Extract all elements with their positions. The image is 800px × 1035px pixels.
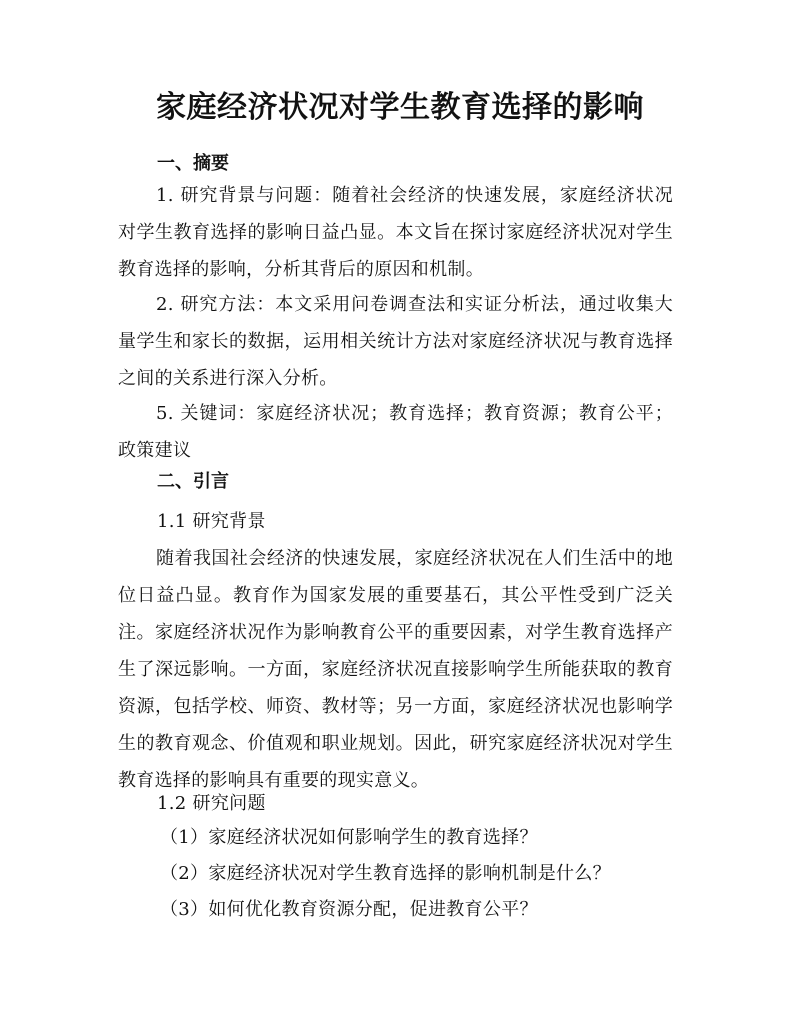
subsection-heading-background: 1.1 研究背景 [157,511,266,532]
section-heading-abstract: 一、摘要 [157,153,229,174]
document-title: 家庭经济状况对学生教育选择的影响 [156,90,644,125]
research-question-1: （1）家庭经济状况如何影响学生的教育选择？ [160,827,538,848]
abstract-paragraph-method: 2. 研究方法：本文采用问卷调查法和实证分析法，通过收集大量学生和家长的数据，运用相关统计方法对家庭经济状况与教育选择之间的关系进行深入分析。 [118,294,673,389]
research-question-2: （2）家庭经济状况对学生教育选择的影响机制是什么？ [160,863,611,884]
subsection-heading-questions: 1.2 研究问题 [157,793,266,814]
section-heading-introduction: 二、引言 [157,471,229,492]
research-question-3: （3）如何优化教育资源分配，促进教育公平？ [160,899,538,920]
abstract-paragraph-background: 1. 研究背景与问题：随着社会经济的快速发展，家庭经济状况对学生教育选择的影响日益凸显。本文旨在探讨家庭经济状况对学生教育选择的影响，分析其背后的原因和机制。 [118,185,673,280]
abstract-paragraph-keywords: 5. 关键词：家庭经济状况；教育选择；教育资源；教育公平；政策建议 [118,403,673,461]
introduction-background-paragraph: 随着我国社会经济的快速发展，家庭经济状况在人们生活中的地位日益凸显。教育作为国家发展的重要基石，其公平性受到广泛关注。家庭经济状况作为影响教育公平的重要因素，对学生教育选择产生了深远影响。一方面，家庭经济状况直接影响学生所能获取的教育资源，包括学校、师资、教材等；另一方面，家庭经济状况也影响学生的教育观念、价值观和职业规划。因此，研究家庭经济状况对学生教育选择的影响具有重要的现实意义。 [118,548,673,791]
